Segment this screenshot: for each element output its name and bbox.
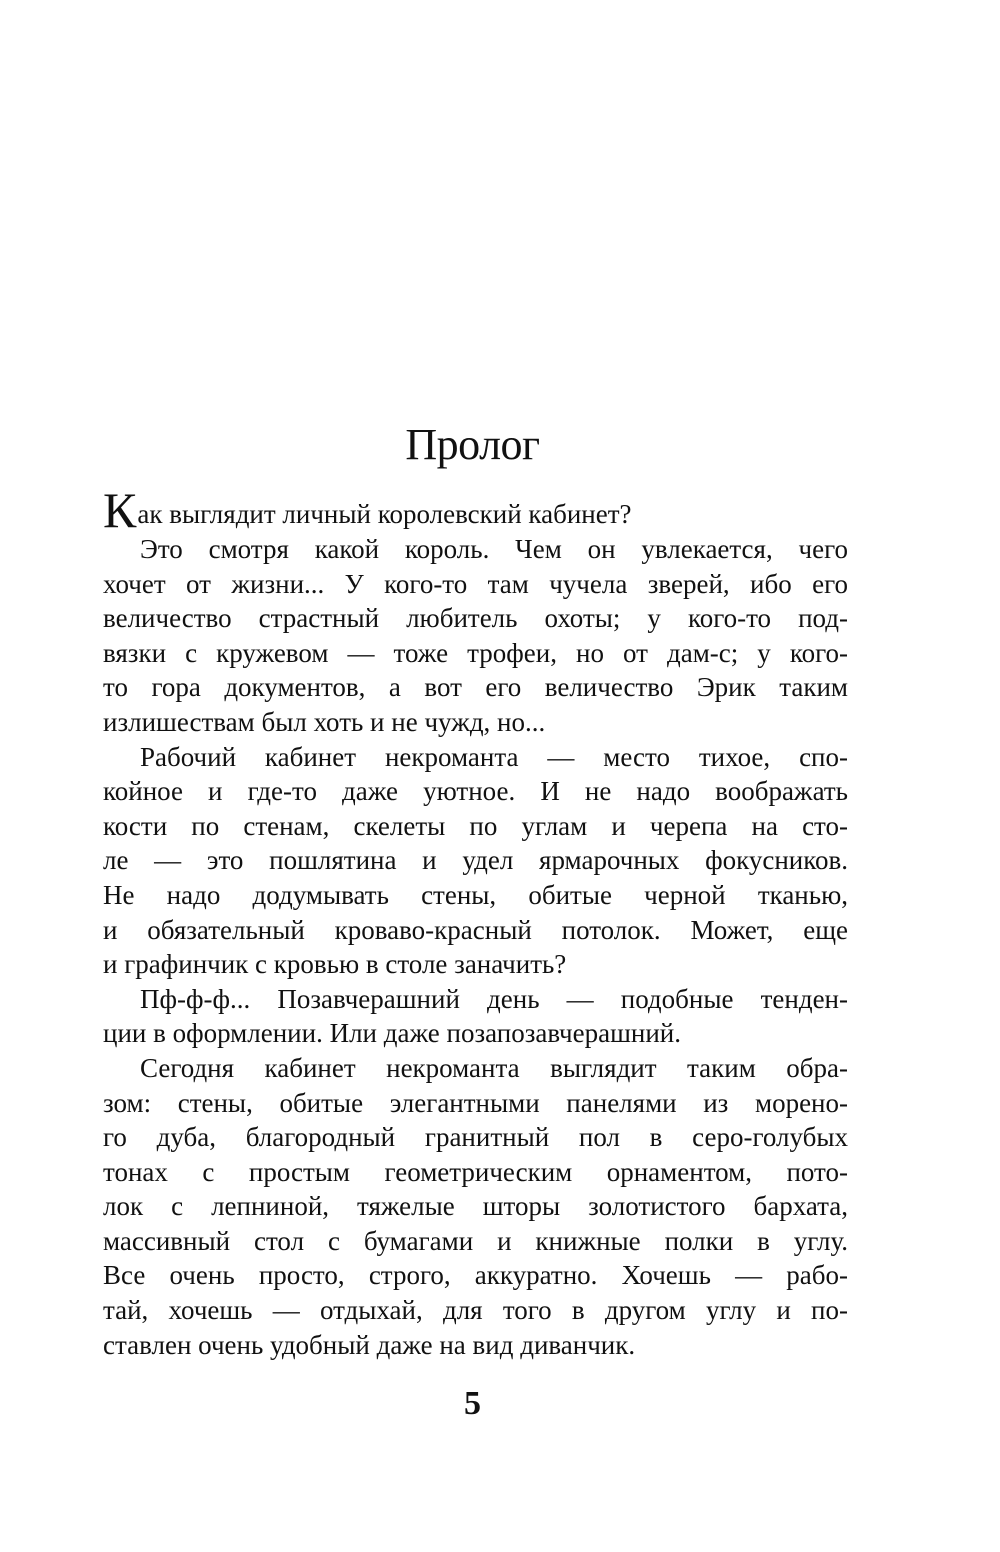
text-line: массивный стол с бумагами и книжные полки в углу. [103, 1225, 848, 1256]
drop-cap: К [103, 482, 137, 538]
text-line: тай, хочешь — отдыхай, для того в другом углу и по- [103, 1295, 848, 1326]
text-line: Все очень просто, строго, аккуратно. Хочешь — рабо- [103, 1260, 848, 1291]
text-line: ле — это пошлятина и удел ярмарочных фокусников. [103, 845, 848, 876]
text-line: и обязательный кроваво-красный потолок. Может, еще [103, 914, 848, 945]
text-line: го дуба, благородный гранитный пол в серо-голубых [103, 1122, 848, 1153]
text-line: излишествам был хоть и не чужд, но... [103, 706, 546, 737]
body-text [103, 482, 848, 1362]
text-line: Пф-ф-ф... Позавчерашний день — подобные тенден- [140, 983, 848, 1014]
text-line: зом: стены, обитые элегантными панелями из морено- [103, 1087, 848, 1118]
text-line: Это смотря какой король. Чем он увлекается, чего [140, 534, 848, 564]
text-line: кости по стенам, скелеты по углам и черепа на сто- [103, 810, 848, 841]
text-line: ции в оформлении. Или даже позапозавчерашний. [103, 1018, 681, 1049]
text-line: ставлен очень удобный даже на вид диванчик. [103, 1329, 636, 1360]
text-line: тонах с простым геометрическим орнаментом, пото- [103, 1156, 848, 1187]
opening-line-text: ак выглядит личный королевский кабинет? [137, 499, 632, 529]
text-line: Рабочий кабинет некроманта — место тихое, спо- [140, 741, 848, 772]
text-line: хочет от жизни... У кого-то там чучела зверей, ибо его [103, 568, 848, 599]
text-line: койное и где-то даже уютное. И не надо воображать [103, 776, 848, 807]
text-line: Не надо додумывать стены, обитые черной тканью, [103, 879, 848, 910]
paragraph-lines [103, 532, 848, 1362]
text-line: Сегодня кабинет некроманта выглядит таким обра- [140, 1052, 848, 1083]
text-line: величество страстный любитель охоты; у кого-то под- [103, 603, 848, 634]
text-line: вязки с кружевом — тоже трофеи, но от дам-с; у кого- [103, 637, 848, 668]
text-line: лок с лепниной, тяжелые шторы золотистого бархата, [103, 1191, 848, 1222]
chapter-title: Пролог [405, 420, 540, 469]
page-number: 5 [464, 1385, 481, 1422]
text-line: то гора документов, а вот его величество Эрик таким [103, 672, 848, 703]
text-line: и графинчик с кровью в столе заначить? [103, 949, 567, 980]
opening-line [103, 482, 848, 538]
